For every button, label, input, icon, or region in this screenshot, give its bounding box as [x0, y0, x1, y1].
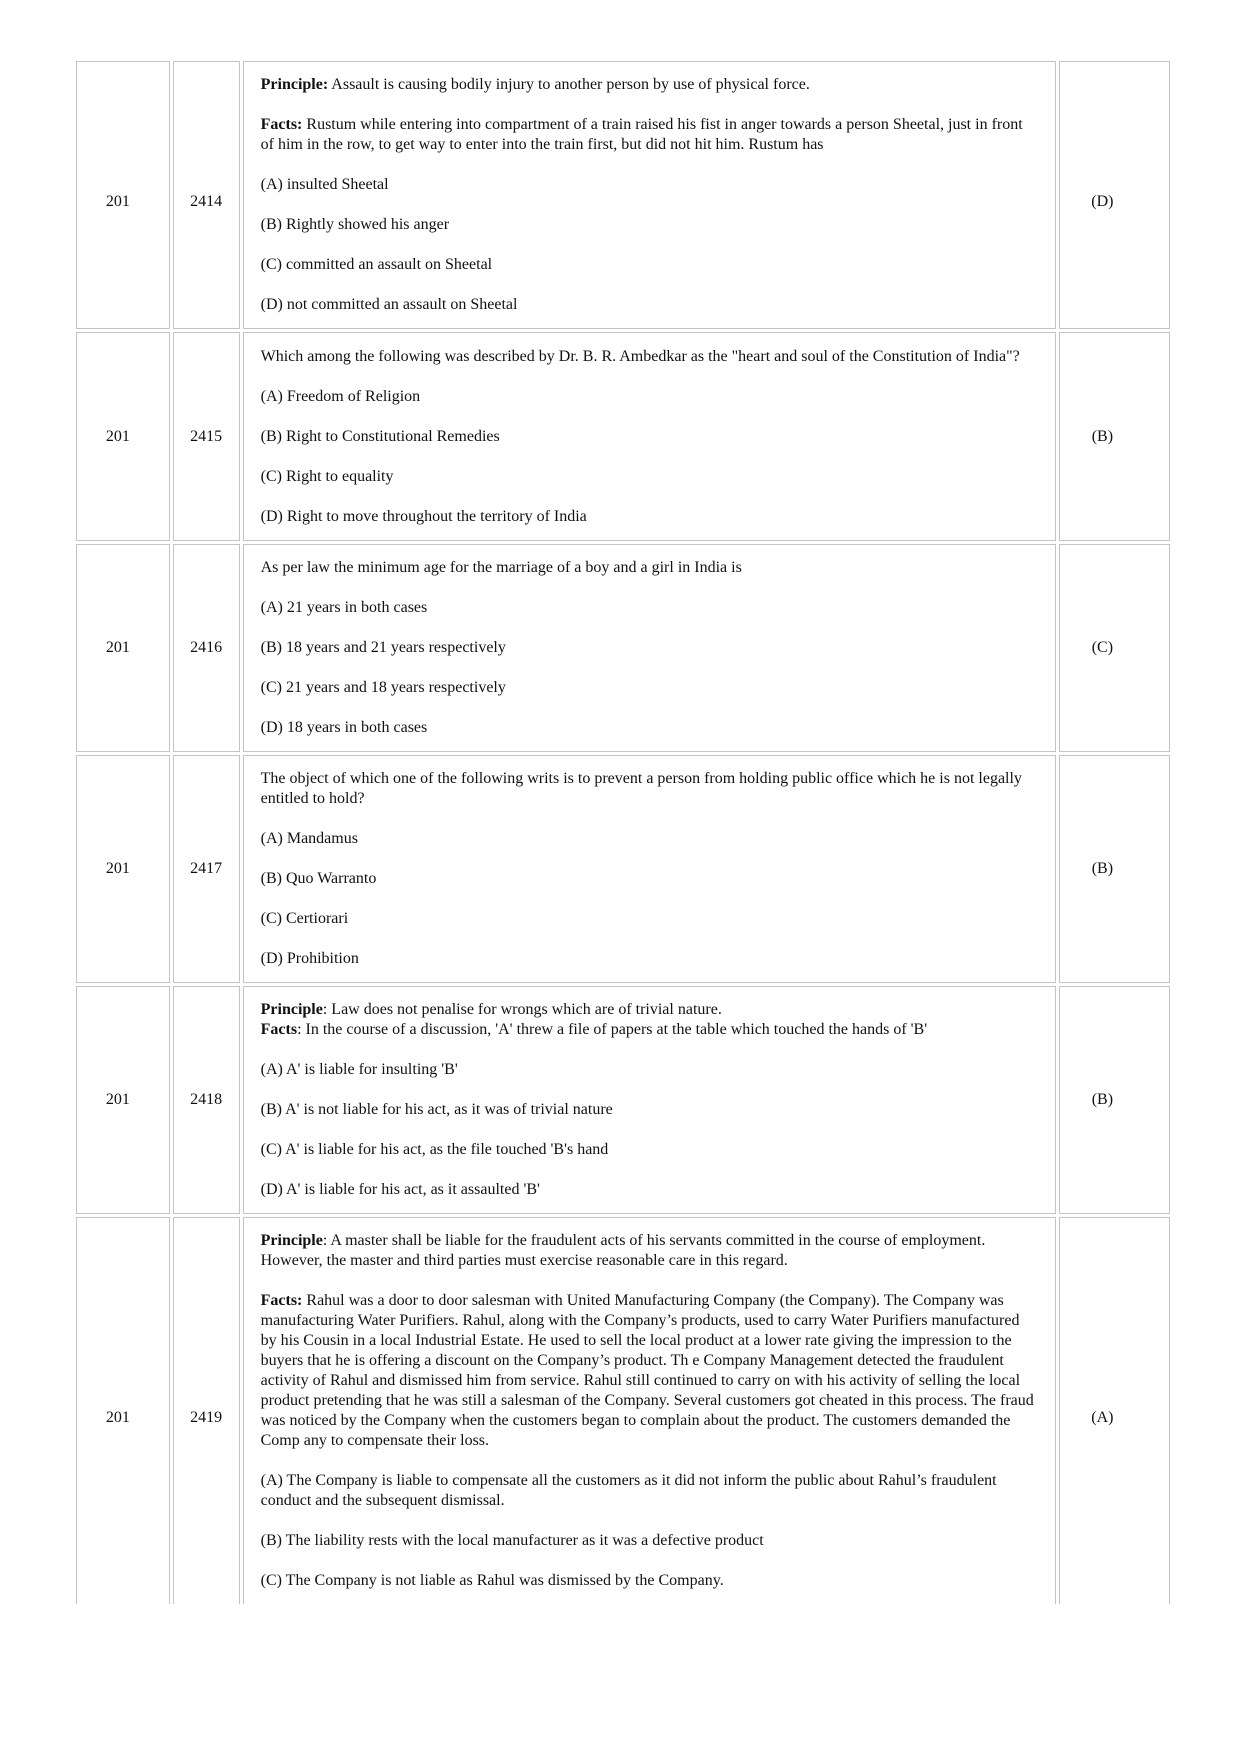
option-text — [261, 638, 1037, 658]
paragraph-text: As per law the minimum age for the marriage of a boy and a girl in India is — [260, 559, 742, 576]
question-id-cell: 2418 — [173, 986, 240, 1214]
option-text — [261, 1060, 1037, 1080]
option-text — [261, 678, 1037, 698]
question-id-cell: 2414 — [173, 61, 240, 329]
subject-code-cell: 201 — [76, 1217, 170, 1604]
question-text-cell — [243, 1217, 1056, 1604]
question-id-cell: 2416 — [173, 544, 240, 752]
answer-cell: (B) — [1059, 755, 1170, 983]
paragraph-text: (D) Right to move throughout the territory of India — [260, 507, 587, 525]
answer-cell: (B) — [1059, 332, 1170, 541]
question-row — [76, 986, 1170, 1214]
option-text — [261, 295, 1037, 315]
option-text — [261, 829, 1037, 849]
paragraph-text: (B) Rightly showed his anger — [260, 216, 450, 233]
answer-cell: (B) — [1059, 986, 1170, 1214]
paragraph-text: (B) Quo Warranto — [260, 870, 377, 887]
paragraph-text: (D) not committed an assault on Sheetal — [260, 296, 518, 313]
answer-cell: (A) — [1059, 1217, 1170, 1604]
paragraph-text: (B) Right to Constitutional Remedies — [260, 427, 500, 445]
bold-label: Facts — [260, 1021, 298, 1038]
option-text — [261, 427, 1037, 447]
question-table-body — [76, 61, 1170, 1604]
option-text — [261, 175, 1037, 195]
paragraph-text: (C) committed an assault on Sheetal — [260, 256, 493, 273]
question-row — [76, 1217, 1170, 1604]
question-text-cell — [243, 544, 1056, 752]
paragraph-text: (B) 18 years and 21 years respectively — [260, 639, 506, 656]
paragraph-text: : Law does not penalise for wrongs which are of trivial nature. — [322, 1001, 722, 1018]
question-text-cell — [243, 332, 1056, 541]
option-text — [261, 598, 1037, 618]
bold-label: Principle — [260, 1001, 323, 1018]
subject-code-cell: 201 — [76, 544, 170, 752]
option-text — [261, 387, 1037, 407]
option-text — [261, 949, 1037, 969]
question-paragraph — [261, 1000, 1037, 1040]
question-paragraph — [261, 115, 1037, 155]
question-row — [76, 755, 1170, 983]
bold-label: Facts: — [260, 116, 303, 133]
option-text — [261, 1531, 1037, 1551]
option-text — [261, 1180, 1037, 1200]
subject-code-cell: 201 — [76, 61, 170, 329]
option-text — [261, 1100, 1037, 1120]
paragraph-text: (A) A' is liable for insulting 'B' — [260, 1061, 458, 1078]
option-text — [261, 1571, 1037, 1591]
question-id-cell: 2419 — [173, 1217, 240, 1604]
option-text — [261, 869, 1037, 889]
option-text — [261, 215, 1037, 235]
paragraph-text: : In the course of a discussion, 'A' threw a file of papers at the table which touched the hands of 'B' — [297, 1021, 928, 1038]
paragraph-text: (C) A' is liable for his act, as the file touched 'B's hand — [260, 1141, 609, 1158]
paragraph-text: (C) The Company is not liable as Rahul was dismissed by the Company. — [260, 1572, 724, 1589]
bold-label: Principle — [260, 1232, 323, 1249]
question-paragraph — [261, 75, 1037, 95]
bold-label: Facts: — [260, 1292, 303, 1309]
question-paragraph — [261, 769, 1037, 809]
question-paragraph — [261, 1231, 1037, 1271]
question-text-cell — [243, 986, 1056, 1214]
paragraph-text: (C) Certiorari — [260, 910, 349, 927]
question-id-cell: 2417 — [173, 755, 240, 983]
question-paragraph — [261, 347, 1037, 367]
question-row — [76, 332, 1170, 541]
option-text — [261, 467, 1037, 487]
paragraph-text: (B) The liability rests with the local manufacturer as it was a defective product — [260, 1532, 764, 1549]
subject-code-cell: 201 — [76, 755, 170, 983]
paragraph-text: Rustum while entering into compartment of a train raised his fist in anger towards a person Sheetal, just in front of him in the row, to get way to enter into the train first, but did not hit him. Rustum has — [260, 116, 1023, 153]
option-text — [261, 507, 1037, 527]
answer-cell: (D) — [1059, 61, 1170, 329]
question-row — [76, 544, 1170, 752]
question-table — [73, 58, 1173, 1607]
option-text — [261, 1471, 1037, 1511]
question-row — [76, 61, 1170, 329]
paragraph-text: (A) 21 years in both cases — [260, 599, 428, 616]
paragraph-text: The object of which one of the following writs is to prevent a person from holding public office which he is not legally entitled to hold? — [260, 770, 1022, 807]
option-text — [261, 909, 1037, 929]
paragraph-text: (A) insulted Sheetal — [260, 176, 389, 193]
paragraph-text: Rahul was a door to door salesman with United Manufacturing Company (the Company). The Company was manufacturing Water Purifiers. Rahul, along with the Company’s products, used to carry Water Purifiers manufactured by his Cousin in a local Industrial Estate. He used to sell the local product at a lower rate giving the impression to the buyers that he is offering a discount on the Company’s product. Th e Company Management detected the fraudulent activity of Rahul and dismissed him from service. Rahul still continued to carry on with his activity of selling the local product pretending that he was still a salesman of the Company. Several customers got cheated in this process. The fraud was noticed by the Company when the customers began to complain about the product. The customers demanded the Comp any to compensate their loss. — [260, 1292, 1034, 1449]
paragraph-text: (A) Freedom of Religion — [260, 387, 421, 405]
paragraph-text: (A) The Company is liable to compensate all the customers as it did not inform the public about Rahul’s fraudulent conduct and the subsequent dismissal. — [260, 1472, 997, 1509]
subject-code-cell: 201 — [76, 986, 170, 1214]
paragraph-text: (D) Prohibition — [260, 950, 359, 967]
paragraph-text: Assault is causing bodily injury to another person by use of physical force. — [328, 76, 810, 93]
paragraph-text: (C) 21 years and 18 years respectively — [260, 679, 506, 696]
subject-code-cell: 201 — [76, 332, 170, 541]
bold-label: Principle: — [260, 76, 329, 93]
option-text — [261, 718, 1037, 738]
question-paragraph — [261, 558, 1037, 578]
paragraph-text: (A) Mandamus — [260, 830, 358, 847]
answer-cell: (C) — [1059, 544, 1170, 752]
paragraph-text: Which among the following was described by Dr. B. R. Ambedkar as the "heart and soul of the Constitution of India"? — [260, 347, 1020, 365]
question-id-cell: 2415 — [173, 332, 240, 541]
question-text-cell — [243, 61, 1056, 329]
paragraph-text: (D) A' is liable for his act, as it assaulted 'B' — [260, 1181, 540, 1198]
paragraph-text: (D) 18 years in both cases — [260, 719, 428, 736]
paragraph-text: : A master shall be liable for the fraudulent acts of his servants committed in the course of employment. However, the master and third parties must exercise reasonable care in this regard. — [260, 1232, 986, 1269]
option-text — [261, 255, 1037, 275]
option-text — [261, 1140, 1037, 1160]
paragraph-text: (C) Right to equality — [260, 467, 394, 485]
paragraph-text: (B) A' is not liable for his act, as it was of trivial nature — [260, 1101, 613, 1118]
question-text-cell — [243, 755, 1056, 983]
question-paragraph — [261, 1291, 1037, 1451]
